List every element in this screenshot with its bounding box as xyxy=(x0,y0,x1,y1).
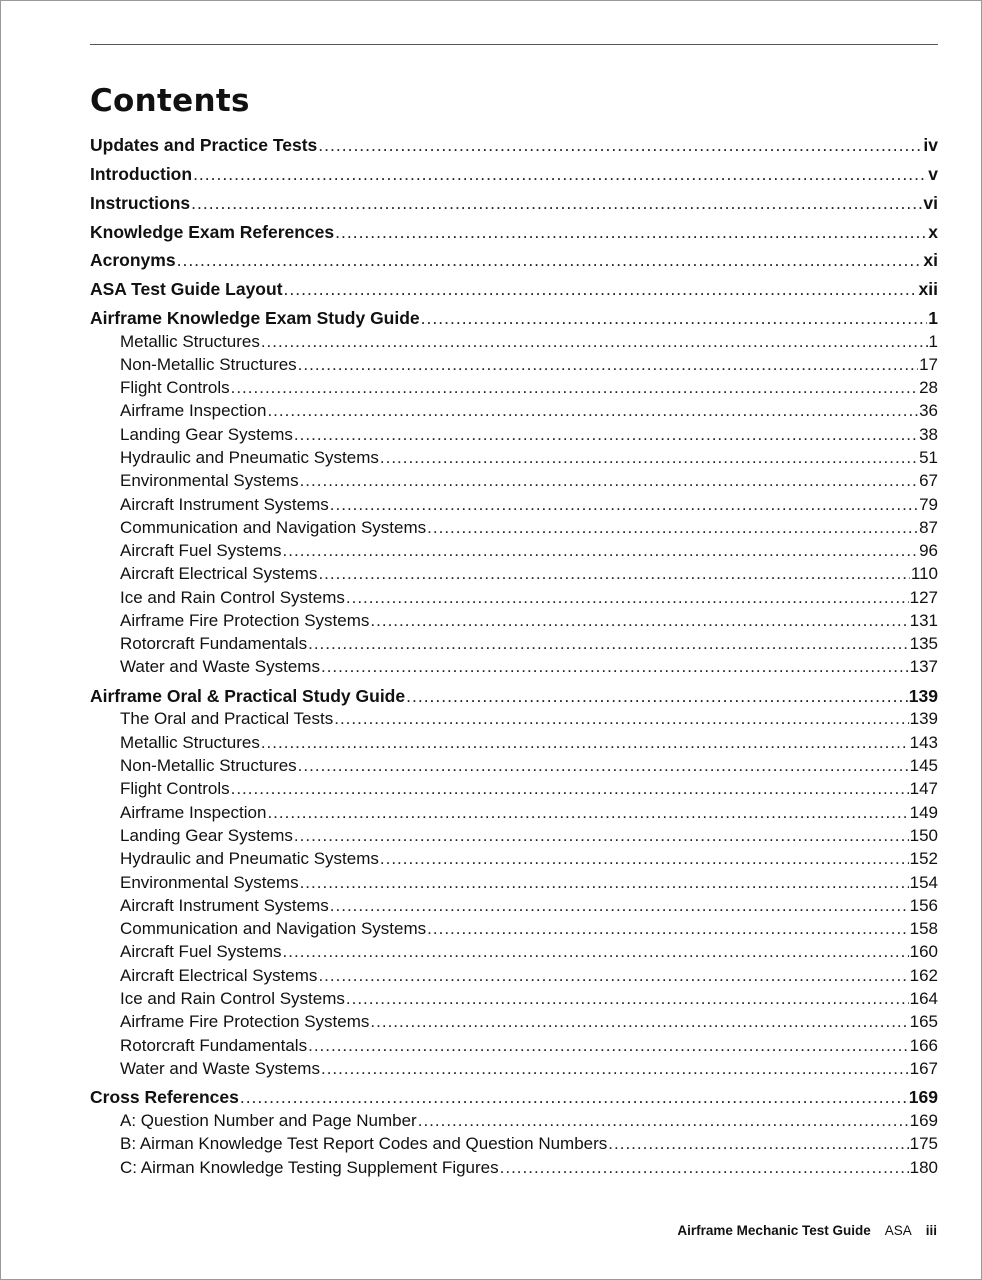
toc-entry-page-number: 1 xyxy=(928,332,938,351)
toc-entry-page-number: 67 xyxy=(919,471,938,490)
top-rule xyxy=(90,44,938,45)
toc-entry-label: Acronyms xyxy=(90,250,176,270)
toc-entry-page-number: 167 xyxy=(909,1059,938,1078)
toc-section-entry xyxy=(90,249,938,271)
toc-entry-page-number: 28 xyxy=(919,378,938,397)
toc-entry-label: Aircraft Instrument Systems xyxy=(120,495,329,514)
toc-entry-label: Landing Gear Systems xyxy=(120,425,293,444)
toc-entry-label: Environmental Systems xyxy=(120,873,299,892)
toc-entry-page-number: 154 xyxy=(909,873,938,892)
toc-entry-label: Flight Controls xyxy=(120,779,230,798)
toc-entry-page-number: 165 xyxy=(909,1012,938,1031)
toc-subsection-entry xyxy=(90,848,938,870)
footer-publisher: ASA xyxy=(884,1223,912,1238)
toc-dot-leader xyxy=(231,778,909,800)
toc-subsection-entry xyxy=(90,377,938,399)
toc-section-entry xyxy=(90,1086,938,1108)
toc-entry-page-number: 156 xyxy=(909,896,938,915)
toc-entry-label: Aircraft Electrical Systems xyxy=(120,966,318,985)
toc-entry-page-number: 127 xyxy=(909,588,938,607)
toc-dot-leader xyxy=(261,331,928,353)
toc-entry-label: B: Airman Knowledge Test Report Codes and Question Numbers xyxy=(120,1134,608,1153)
toc-subsection-entry xyxy=(90,1058,938,1080)
toc-section-entry xyxy=(90,278,938,300)
toc-dot-leader xyxy=(308,633,909,655)
toc-subsection-entry xyxy=(90,732,938,754)
toc-subsection-entry xyxy=(90,965,938,987)
toc-dot-leader xyxy=(370,1011,908,1033)
toc-dot-leader xyxy=(330,494,918,516)
toc-dot-leader xyxy=(267,802,908,824)
toc-subsection-entry xyxy=(90,563,938,585)
toc-entry-label: Water and Waste Systems xyxy=(120,1059,320,1078)
toc-entry-label: Water and Waste Systems xyxy=(120,657,320,676)
toc-entry-label: Airframe Inspection xyxy=(120,803,267,822)
toc-section-entry xyxy=(90,192,938,214)
toc-entry-page-number: 17 xyxy=(919,355,938,374)
toc-subsection-entry xyxy=(90,1133,938,1155)
toc-dot-leader xyxy=(294,825,909,847)
toc-entry-page-number: 51 xyxy=(919,448,938,467)
toc-subsection-entry xyxy=(90,447,938,469)
toc-dot-leader xyxy=(406,685,908,707)
toc-dot-leader xyxy=(427,918,908,940)
toc-entry-page-number: 147 xyxy=(909,779,938,798)
toc-section-entry xyxy=(90,221,938,243)
toc-entry-label: Rotorcraft Fundamentals xyxy=(120,1036,308,1055)
toc-entry-page-number: iv xyxy=(923,135,938,155)
toc-entry-page-number: v xyxy=(928,164,938,184)
toc-entry-page-number: 79 xyxy=(919,495,938,514)
toc-subsection-entry xyxy=(90,1035,938,1057)
toc-entry-label: Knowledge Exam References xyxy=(90,222,335,242)
toc-entry-label: Aircraft Electrical Systems xyxy=(120,564,318,583)
toc-subsection-entry xyxy=(90,1157,938,1179)
toc-entry-page-number: xi xyxy=(923,250,938,270)
toc-subsection-entry xyxy=(90,517,938,539)
toc-subsection-entry xyxy=(90,354,938,376)
toc-entry-page-number: 152 xyxy=(909,849,938,868)
toc-entry-label: Airframe Oral & Practical Study Guide xyxy=(90,686,406,706)
toc-dot-leader xyxy=(298,755,909,777)
toc-entry-label: ASA Test Guide Layout xyxy=(90,279,283,299)
toc-dot-leader xyxy=(231,377,918,399)
toc-dot-leader xyxy=(267,400,918,422)
toc-entry-label: Non-Metallic Structures xyxy=(120,756,297,775)
toc-entry-page-number: 139 xyxy=(908,686,938,706)
toc-entry-label: Airframe Inspection xyxy=(120,401,267,420)
toc-entry-label: Hydraulic and Pneumatic Systems xyxy=(120,849,379,868)
toc-entry-label: Instructions xyxy=(90,193,191,213)
toc-entry-label: Flight Controls xyxy=(120,378,230,397)
footer-page-number: iii xyxy=(925,1223,937,1238)
toc-entry-label: Metallic Structures xyxy=(120,332,260,351)
toc-entry-page-number: 150 xyxy=(909,826,938,845)
toc-dot-leader xyxy=(421,307,928,329)
footer-book-title: Airframe Mechanic Test Guide xyxy=(677,1223,871,1238)
toc-dot-leader xyxy=(261,732,909,754)
toc-subsection-entry xyxy=(90,424,938,446)
toc-dot-leader xyxy=(334,708,908,730)
toc-subsection-entry xyxy=(90,778,938,800)
toc-entry-label: Non-Metallic Structures xyxy=(120,355,297,374)
toc-subsection-entry xyxy=(90,988,938,1010)
toc-entry-page-number: 175 xyxy=(909,1134,938,1153)
toc-dot-leader xyxy=(500,1157,909,1179)
toc-dot-leader xyxy=(283,941,909,963)
toc-subsection-entry xyxy=(90,918,938,940)
toc-entry-label: Aircraft Instrument Systems xyxy=(120,896,329,915)
toc-dot-leader xyxy=(380,848,909,870)
toc-entry-label: Airframe Fire Protection Systems xyxy=(120,1012,370,1031)
toc-entry-page-number: xii xyxy=(918,279,938,299)
toc-subsection-entry xyxy=(90,656,938,678)
toc-entry-label: Cross References xyxy=(90,1087,239,1107)
toc-dot-leader xyxy=(318,965,908,987)
toc-dot-leader xyxy=(191,192,922,214)
toc-dot-leader xyxy=(427,517,918,539)
toc-dot-leader xyxy=(380,447,918,469)
toc-entry-page-number: 149 xyxy=(909,803,938,822)
toc-dot-leader xyxy=(240,1086,908,1108)
toc-subsection-entry xyxy=(90,755,938,777)
toc-entry-label: Hydraulic and Pneumatic Systems xyxy=(120,448,379,467)
page-footer xyxy=(677,1223,937,1238)
toc-dot-leader xyxy=(346,988,909,1010)
toc-dot-leader xyxy=(321,1058,909,1080)
toc-entry-label: C: Airman Knowledge Testing Supplement Figures xyxy=(120,1158,499,1177)
toc-dot-leader xyxy=(370,610,908,632)
toc-dot-leader xyxy=(177,249,923,271)
toc-section-entry xyxy=(90,163,938,185)
toc-subsection-entry xyxy=(90,941,938,963)
toc-dot-leader xyxy=(300,470,919,492)
toc-subsection-entry xyxy=(90,494,938,516)
toc-entry-label: Environmental Systems xyxy=(120,471,299,490)
toc-subsection-entry xyxy=(90,400,938,422)
toc-entry-page-number: 96 xyxy=(919,541,938,560)
toc-section-entry xyxy=(90,307,938,329)
toc-entry-label: Rotorcraft Fundamentals xyxy=(120,634,308,653)
toc-dot-leader xyxy=(418,1110,909,1132)
toc-entry-label: A: Question Number and Page Number xyxy=(120,1111,417,1130)
toc-entry-page-number: 169 xyxy=(908,1087,938,1107)
toc-subsection-entry xyxy=(90,633,938,655)
toc-dot-leader xyxy=(346,587,909,609)
toc-entry-page-number: 166 xyxy=(909,1036,938,1055)
toc-dot-leader xyxy=(321,656,909,678)
toc-section-entry xyxy=(90,134,938,156)
toc-dot-leader xyxy=(283,540,919,562)
toc-dot-leader xyxy=(300,872,909,894)
toc-subsection-entry xyxy=(90,802,938,824)
page-title: Contents xyxy=(90,83,250,119)
toc-dot-leader xyxy=(330,895,909,917)
toc-entry-page-number: x xyxy=(928,222,938,242)
toc-dot-leader xyxy=(294,424,918,446)
toc-dot-leader xyxy=(308,1035,909,1057)
toc-entry-page-number: 164 xyxy=(909,989,938,1008)
toc-entry-page-number: 145 xyxy=(909,756,938,775)
toc-entry-page-number: 160 xyxy=(909,942,938,961)
toc-entry-label: Updates and Practice Tests xyxy=(90,135,318,155)
toc-subsection-entry xyxy=(90,610,938,632)
toc-entry-label: Communication and Navigation Systems xyxy=(120,919,427,938)
toc-entry-page-number: 135 xyxy=(909,634,938,653)
toc-subsection-entry xyxy=(90,895,938,917)
toc-entry-label: Communication and Navigation Systems xyxy=(120,518,427,537)
toc-subsection-entry xyxy=(90,540,938,562)
toc-entry-page-number: 139 xyxy=(909,709,938,728)
toc-entry-page-number: 36 xyxy=(919,401,938,420)
toc-entry-label: Metallic Structures xyxy=(120,733,260,752)
toc-entry-page-number: 137 xyxy=(909,657,938,676)
toc-subsection-entry xyxy=(90,470,938,492)
toc-entry-label: Airframe Knowledge Exam Study Guide xyxy=(90,308,420,328)
toc-entry-page-number: 87 xyxy=(919,518,938,537)
toc-entry-page-number: vi xyxy=(923,193,938,213)
toc-entry-label: Introduction xyxy=(90,164,193,184)
toc-dot-leader xyxy=(318,563,909,585)
toc-section-entry xyxy=(90,685,938,707)
toc-entry-label: Landing Gear Systems xyxy=(120,826,293,845)
toc-dot-leader xyxy=(298,354,918,376)
toc-dot-leader xyxy=(335,221,927,243)
toc-subsection-entry xyxy=(90,587,938,609)
toc-entry-label: The Oral and Practical Tests xyxy=(120,709,334,728)
toc-dot-leader xyxy=(318,134,922,156)
toc-entry-page-number: 1 xyxy=(928,308,938,328)
toc-entry-label: Airframe Fire Protection Systems xyxy=(120,611,370,630)
toc-subsection-entry xyxy=(90,1011,938,1033)
toc-dot-leader xyxy=(284,278,918,300)
toc-entry-page-number: 180 xyxy=(909,1158,938,1177)
toc-dot-leader xyxy=(608,1133,908,1155)
toc-dot-leader xyxy=(193,163,927,185)
toc-entry-page-number: 131 xyxy=(909,611,938,630)
toc-entry-page-number: 169 xyxy=(909,1111,938,1130)
toc-subsection-entry xyxy=(90,872,938,894)
toc-subsection-entry xyxy=(90,1110,938,1132)
toc-entry-page-number: 110 xyxy=(910,564,938,583)
toc-entry-label: Ice and Rain Control Systems xyxy=(120,989,345,1008)
toc-entry-page-number: 158 xyxy=(909,919,938,938)
toc-entry-page-number: 38 xyxy=(919,425,938,444)
toc-entry-page-number: 162 xyxy=(909,966,938,985)
toc-entry-page-number: 143 xyxy=(909,733,938,752)
toc-entry-label: Aircraft Fuel Systems xyxy=(120,541,282,560)
toc-subsection-entry xyxy=(90,708,938,730)
toc-entry-label: Aircraft Fuel Systems xyxy=(120,942,282,961)
toc-subsection-entry xyxy=(90,331,938,353)
toc-subsection-entry xyxy=(90,825,938,847)
toc-entry-label: Ice and Rain Control Systems xyxy=(120,588,345,607)
